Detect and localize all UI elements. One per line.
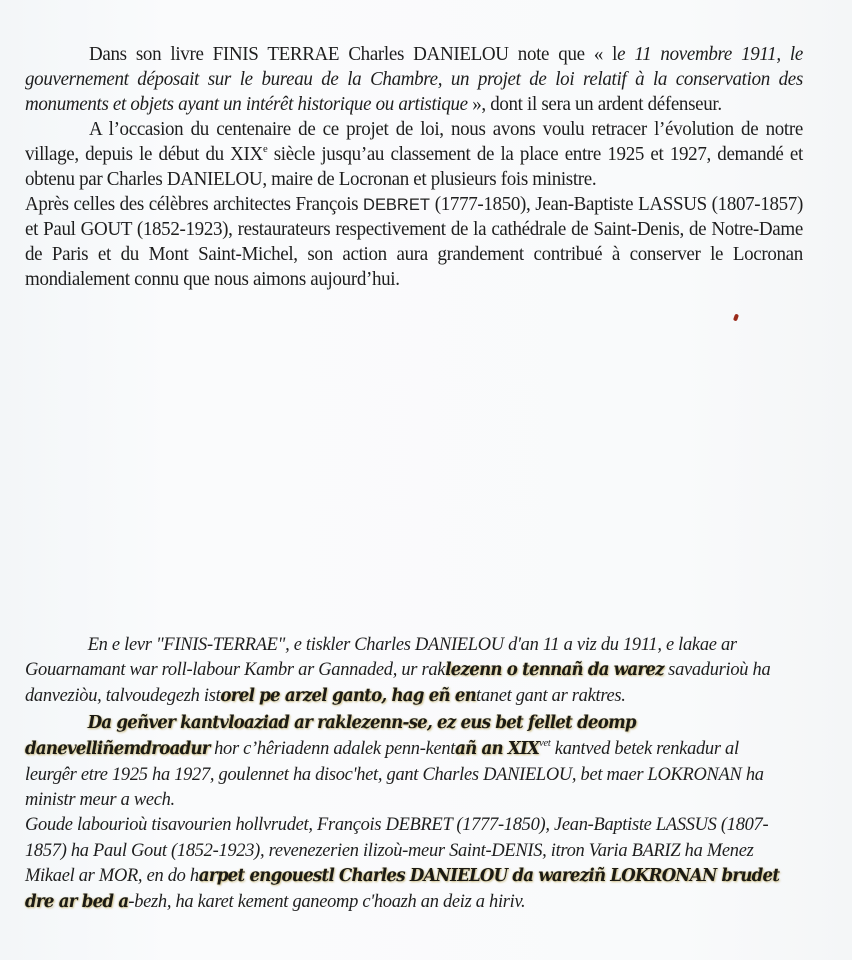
superscript: vet — [539, 736, 551, 749]
text-run: kantved betek renkadur al leurgêr etre 1925 ha 1927, goulennet ha disoc'het, gant Charles DANIELOU, bet maer LOKRONAN ha ministr meur a wech. — [25, 737, 764, 811]
french-paragraph-2 — [25, 117, 803, 192]
highlighted-text: arpet engouestl Charles DANIELOU da wareziñ LOKRONAN brudet dre ar bed a — [25, 865, 780, 913]
text-run: -bezh, ha karet kement ganeomp c'hoazh an deiz a hiriv. — [128, 891, 526, 913]
superscript: e — [262, 143, 268, 155]
highlighted-text: añ an XIX — [455, 738, 540, 759]
french-text-block — [25, 42, 803, 292]
text-run: siècle jusqu’au classement de la place entre 1925 et 1927, demandé et obtenu par Charles DANIELOU, maire de Locronan et plusieurs fois ministre. — [25, 144, 803, 190]
highlighted-text: Da geñver kantvloaziad ar raklezenn-se, ez eus bet fellet deomp danevelliñemdroadur — [25, 712, 636, 759]
text-run: Après celles des célèbres architectes François — [25, 194, 364, 215]
quotation: e 11 novembre 1911, le gouvernement déposait sur le bureau de la Chambre, un projet de loi relatif à la conservation des monuments et objets ayant un intérêt historique ou artistique — [25, 44, 803, 115]
text-run: », dont il sera un ardent défenseur. — [467, 94, 722, 115]
text-run: Goude labourioù tisavourien hollvrudet, François DEBRET (1777-1850), Jean-Baptiste LASSUS (1807-1857) ha Paul Gout (1852-1923), revenezerien ilizoù-meur Saint-DENIS, itron Varia BARIZ ha Menez Mikael ar MOR, en do h — [25, 814, 769, 886]
french-paragraph-3 — [25, 192, 803, 292]
highlighted-text: orel pe arzel ganto, hag eñ en — [220, 686, 477, 707]
text-run: A l’occasion du centenaire de ce projet de loi, nous avons voulu retracer l’évolution de notre village, depuis le début du XIX — [25, 119, 803, 165]
text-run: tanet gant ar raktres. — [476, 685, 626, 707]
breton-paragraph-3 — [25, 812, 790, 915]
text-run: (1777-1850), Jean-Baptiste LASSUS (1807-1857) et Paul GOUT (1852-1923), restaurateurs respectivement de la cathédrale de Saint-Denis, de Notre-Dame de Paris et du Mont Saint-Michel, son action aura grandement contribué à conserver le Locronan mondialement connu que nous aimons aujourd’hui. — [25, 194, 803, 290]
text-run: hor c’hêriadenn adalek penn-kent — [209, 737, 456, 759]
breton-paragraph-1 — [25, 632, 790, 710]
french-paragraph-1 — [25, 42, 803, 117]
ink-mark — [733, 314, 739, 322]
breton-text-block — [25, 632, 790, 915]
name-debret: DEBRET — [363, 195, 430, 214]
highlighted-text: lezenn o tennañ da warez — [445, 660, 664, 681]
breton-paragraph-2 — [25, 710, 790, 813]
text-run: savadurioù ha danveziòu, talvoudegezh ist — [25, 659, 771, 707]
text-run: En e levr "FINIS-TERRAE", e tiskler Charles DANIELOU d'an 11 a viz du 1911, e lakae ar Gouarnamant war roll-labour Kambr ar Gannaded, ur rak — [25, 634, 737, 681]
text-run: Dans son livre FINIS TERRAE Charles DANIELOU note que « l — [89, 44, 618, 65]
